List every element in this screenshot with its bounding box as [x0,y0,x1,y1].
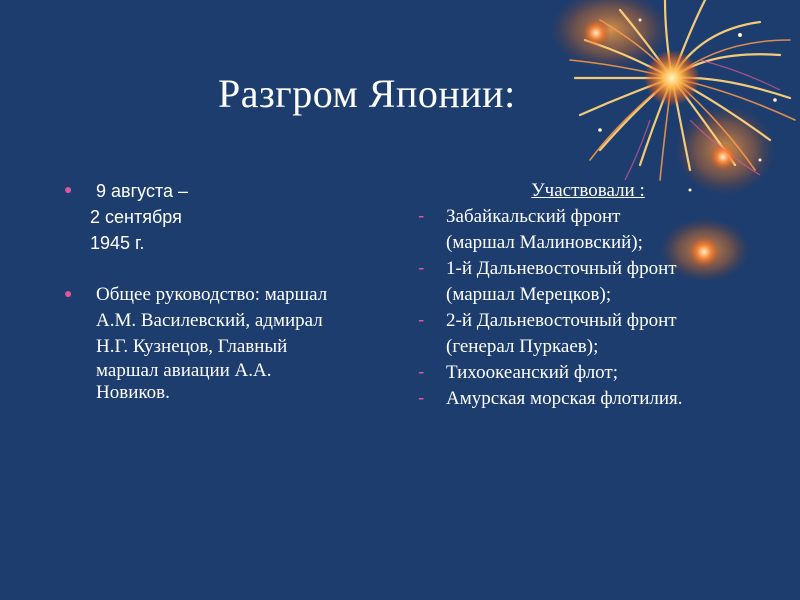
bullet-dot-icon: ● [64,287,73,302]
dash-icon: - [418,206,425,227]
leadership-line-4: маршал авиации А.А. [96,360,272,381]
participants-heading: Участвовали : [531,180,645,201]
list-item-line: Забайкальский фронт [446,206,621,227]
left-column [64,178,394,404]
leadership-line-5: Новиков. [96,382,170,403]
list-item-line: (генерал Пуркаев); [446,336,599,357]
list-item-line: 2-й Дальневосточный фронт [446,310,677,331]
list-item [418,204,758,256]
leadership-line-2: А.М. Василевский, адмирал [96,310,323,331]
list-item [418,308,758,360]
dash-icon: - [418,310,425,331]
list-item-leadership [64,282,394,308]
list-item [418,256,758,308]
list-item [418,360,758,386]
page-title: Разгром Японии: [218,71,516,116]
date-end: 2 сентября [90,207,182,227]
spacer [64,256,394,282]
leadership-line-1: Общее руководство: маршал [96,284,328,305]
dash-icon: - [418,388,425,409]
list-item-line: Амурская морская флотилия. [446,388,683,409]
dash-icon: - [418,362,425,383]
list-item-dates [64,178,394,204]
dash-icon: - [418,258,425,279]
date-start: 9 августа – [96,181,189,201]
list-item-line: Тихоокеанский флот; [446,362,619,383]
right-column [418,178,758,412]
list-item-line: (маршал Мерецков); [446,284,612,305]
bullet-dot-icon: ● [64,183,73,198]
list-item-line: (маршал Малиновский); [446,232,643,253]
date-year: 1945 г. [90,233,145,253]
list-item [418,386,758,412]
leadership-line-3: Н.Г. Кузнецов, Главный [96,336,288,357]
list-item-line: 1-й Дальневосточный фронт [446,258,677,279]
